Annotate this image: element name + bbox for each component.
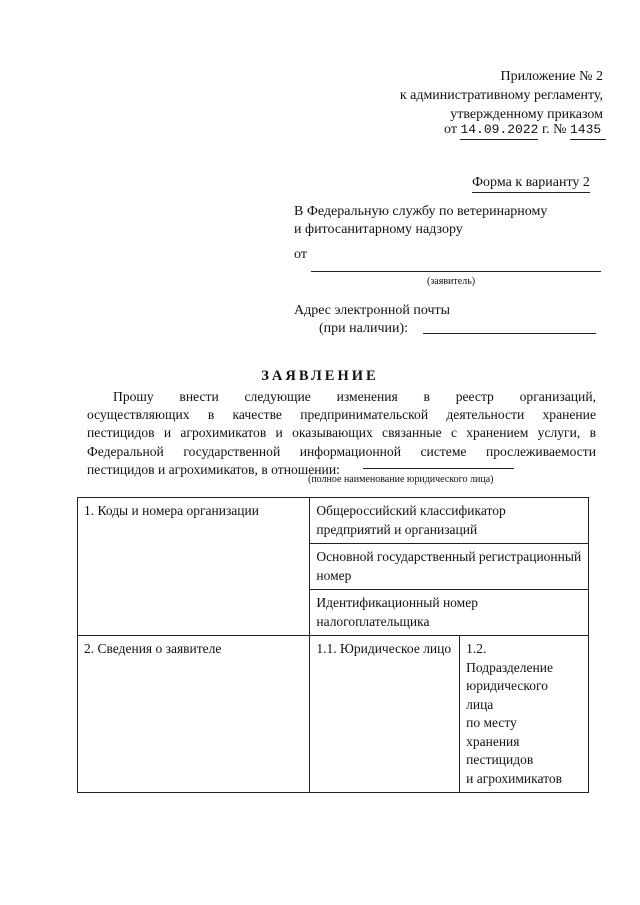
addressee-line1: В Федеральную службу по ветеринарному — [294, 204, 548, 219]
statement-line-3: пестицидов и агрохимикатов и оказывающих связанные с хранением услуги, в — [87, 425, 596, 441]
statement-title: ЗАЯВЛЕНИЕ — [261, 368, 379, 384]
from-label: от — [294, 247, 307, 262]
division-lines — [466, 659, 582, 789]
division-line: по месту — [466, 715, 517, 730]
statement-line-4: Федеральной государственной информационной системе прослеживаемости — [87, 443, 596, 459]
org-name-field-line — [363, 468, 514, 469]
addressee-line2: и фитосанитарному надзору — [294, 222, 463, 237]
email-label: Адрес электронной почты — [294, 303, 451, 318]
order-number: 1435 — [570, 120, 606, 140]
appendix-number: Приложение № 2 — [500, 69, 603, 84]
email-field-line — [423, 333, 596, 334]
appendix-regulation: к административному регламенту, — [399, 88, 603, 103]
division-line: хранения — [466, 733, 520, 749]
division-line: лица — [466, 696, 494, 712]
applicant-caption: (заявитель) — [427, 276, 476, 287]
statement-line-1: Прошу внести следующие изменения в реестр организаций, — [113, 389, 596, 404]
division-line: и агрохимикатов — [466, 770, 562, 786]
inn-cell: Идентификационный номер налогоплательщика — [310, 590, 589, 636]
division-line: юридического — [466, 678, 548, 693]
applicant-field-line — [311, 271, 601, 272]
codes-label-cell: 1. Коды и номера организации — [78, 498, 310, 636]
division-line: пестицидов — [466, 752, 534, 767]
okpo-cell: Общероссийский классификатор предприятий и организаций — [310, 498, 589, 544]
appendix-order: утвержденному приказом — [450, 107, 603, 122]
ogrn-cell: Основной государственный регистрационный номер — [310, 544, 589, 590]
form-variant: Форма к варианту 2 — [472, 173, 590, 193]
statement-body — [87, 388, 596, 479]
statement-line-2: осуществляющих в качестве предпринимательской деятельности хранение — [87, 407, 596, 423]
table-row — [78, 636, 589, 793]
division-line: Подразделение — [466, 659, 553, 675]
applicant-info-label-cell: 2. Сведения о заявителе — [78, 636, 310, 793]
org-name-caption: (полное наименование юридического лица) — [308, 474, 494, 485]
order-reference — [444, 120, 606, 140]
order-date: 14.09.2022 — [460, 120, 538, 140]
organization-info-table — [77, 497, 589, 793]
table-row — [78, 498, 589, 544]
statement-line-5: пестицидов и агрохимикатов, в отношении: — [87, 461, 340, 477]
order-from-label: от — [444, 122, 457, 137]
division-cell: 1.2. Подразделение юридического лица по месту хранения пестицидов и агрохимикатов — [460, 636, 589, 793]
email-sublabel: (при наличии): — [319, 321, 409, 336]
order-number-label: г. № — [541, 122, 567, 137]
legal-entity-cell: 1.1. Юридическое лицо — [310, 636, 460, 793]
